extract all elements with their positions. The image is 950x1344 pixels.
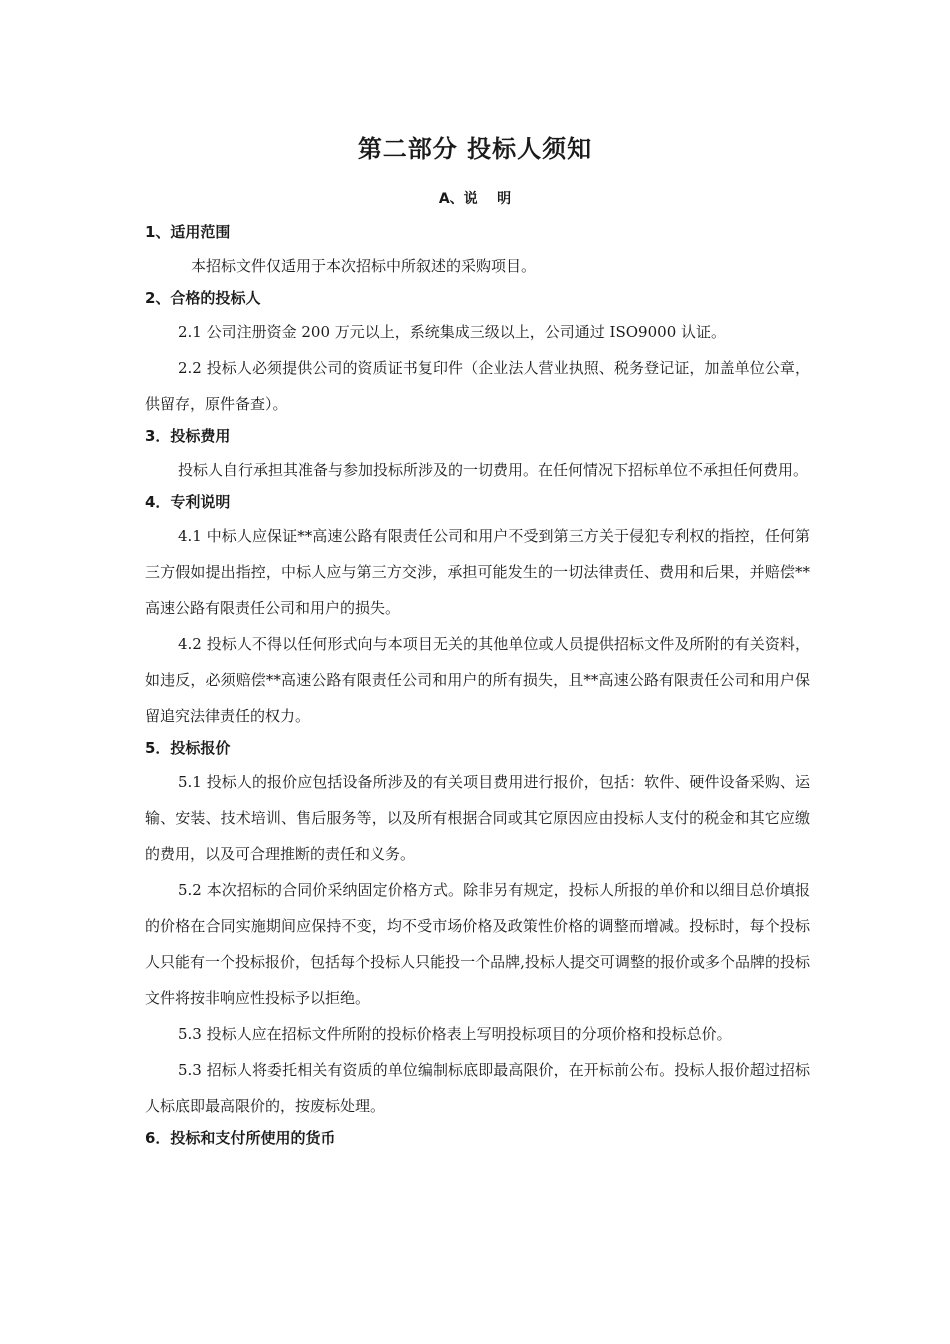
section-qualified-bidder — [145, 286, 810, 422]
paragraph: 4.1 中标人应保证**高速公路有限责任公司和用户不受到第三方关于侵犯专利权的指控，任何第三方假如提出指控，中标人应与第三方交涉，承担可能发生的一切法律责任、费用和后果，并赔偿**高速公路有限责任公司和用户的损失。 — [145, 527, 810, 617]
section-scope — [145, 220, 810, 284]
paragraph: 投标人自行承担其准备与参加投标所涉及的一切费用。在任何情况下招标单位不承担任何费用。 — [178, 461, 809, 479]
section-patent — [145, 490, 810, 734]
section-heading: 4．专利说明 — [145, 493, 231, 511]
section-heading: 6．投标和支付所使用的货币 — [145, 1129, 336, 1147]
document-title: 第二部分 投标人须知 — [357, 135, 593, 163]
section-heading: 5．投标报价 — [145, 739, 231, 757]
section-heading: 2、合格的投标人 — [145, 289, 261, 307]
section-heading: 3．投标费用 — [145, 427, 231, 445]
paragraph: 5.2 本次招标的合同价采纳固定价格方式。除非另有规定，投标人所报的单价和以细目总价填报的价格在合同实施期间应保持不变，均不受市场价格及政策性价格的调整而增减。投标时，每个投标人只能有一个投标报价，包括每个投标人只能投一个品牌,投标人提交可调整的报价或多个品牌的投标文件将按非响应性投标予以拒绝。 — [145, 881, 810, 1007]
paragraph: 4.2 投标人不得以任何形式向与本项目无关的其他单位或人员提供招标文件及所附的有关资料，如违反，必须赔偿**高速公路有限责任公司和用户的所有损失，且**高速公路有限责任公司和用户保留追究法律责任的权力。 — [145, 635, 810, 725]
section-currency — [145, 1126, 810, 1150]
document-body — [145, 220, 810, 1160]
paragraph: 2.1 公司注册资金 200 万元以上，系统集成三级以上，公司通过 ISO9000 认证。 — [178, 323, 727, 341]
document-subtitle: A、说 明 — [438, 191, 512, 207]
paragraph: 5.3 投标人应在招标文件所附的投标价格表上写明投标项目的分项价格和投标总价。 — [178, 1025, 732, 1043]
paragraph: 本招标文件仅适用于本次招标中所叙述的采购项目。 — [191, 257, 537, 275]
paragraph: 5.3 招标人将委托相关有资质的单位编制标底即最高限价，在开标前公布。投标人报价超过招标人标底即最高限价的，按废标处理。 — [145, 1061, 810, 1115]
section-heading: 1、适用范围 — [145, 223, 231, 241]
section-bid-price — [145, 736, 810, 1124]
paragraph: 5.1 投标人的报价应包括设备所涉及的有关项目费用进行报价，包括：软件、硬件设备采购、运输、安装、技术培训、售后服务等，以及所有根据合同或其它原因应由投标人支付的税金和其它应缴的费用，以及可合理推断的责任和义务。 — [145, 773, 810, 863]
section-bid-costs — [145, 424, 810, 488]
paragraph: 2.2 投标人必须提供公司的资质证书复印件（企业法人营业执照、税务登记证，加盖单位公章，供留存，原件备查）。 — [145, 359, 810, 413]
